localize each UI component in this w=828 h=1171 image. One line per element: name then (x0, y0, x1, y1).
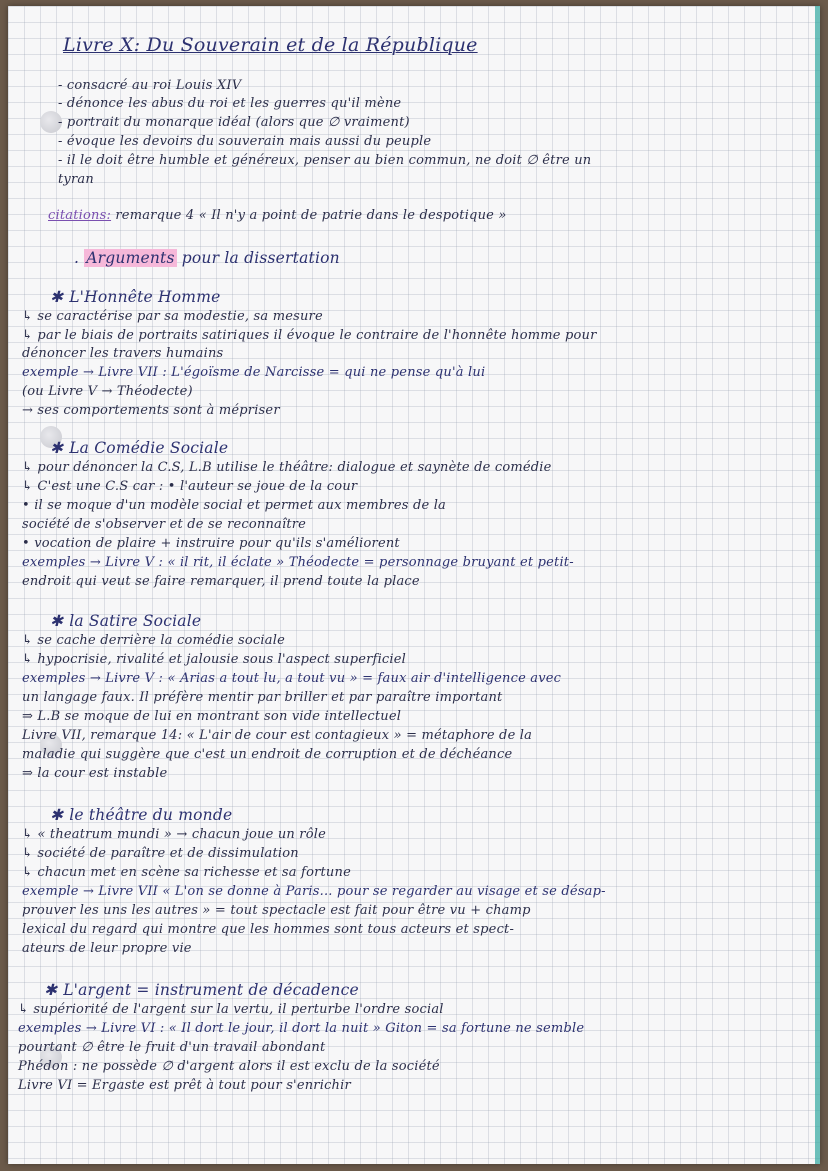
section-line: prouver les uns les autres » = tout spectacle est fait pour être vu + champ (22, 903, 531, 918)
section-line: ↳ C'est une C.S car : • l'auteur se joue de la cour (22, 479, 358, 494)
section-line: ↳ pour dénoncer la C.S, L.B utilise le théâtre: dialogue et saynète de comédie (22, 460, 552, 475)
section-line: exemples → Livre V : « il rit, il éclate » Théodecte = personnage bruyant et petit- (22, 555, 574, 570)
section-line: un langage faux. Il préfère mentir par briller et par paraître important (22, 690, 503, 705)
citations-line (48, 208, 507, 223)
page-edge-strip (815, 6, 820, 1164)
asterisk-icon: ✱ (44, 981, 58, 999)
section-line: exemple → Livre VII : L'égoïsme de Narcisse = qui ne pense qu'à lui (22, 365, 486, 380)
section-line: Phédon : ne possède ∅ d'argent alors il est exclu de la société (18, 1059, 440, 1074)
section-line: ↳ chacun met en scène sa richesse et sa fortune (22, 865, 351, 880)
intro-line: - consacré au roi Louis XIV (58, 78, 242, 93)
section-heading: ✱ le théâtre du monde (50, 806, 233, 824)
section-line: Livre VI = Ergaste est prêt à tout pour s'enrichir (18, 1078, 351, 1093)
citations-label: citations: (48, 208, 112, 223)
section-heading: ✱ L'Honnête Homme (50, 288, 221, 306)
section-line: lexical du regard qui montre que les hommes sont tous acteurs et spect- (22, 922, 515, 937)
arguments-rest: pour la dissertation (181, 249, 340, 267)
asterisk-icon: ✱ (50, 806, 64, 824)
asterisk-icon: ✱ (50, 288, 64, 306)
section-line: exemples → Livre VI : « Il dort le jour, il dort la nuit » Giton = sa fortune ne semble (18, 1021, 585, 1036)
section-line: ↳ se cache derrière la comédie sociale (22, 633, 285, 648)
section-line: ↳ supériorité de l'argent sur la vertu, il perturbe l'ordre social (18, 1002, 444, 1017)
asterisk-icon: ✱ (50, 439, 64, 457)
section-line: pourtant ∅ être le fruit d'un travail abondant (18, 1040, 326, 1055)
section-line: • il se moque d'un modèle social et permet aux membres de la (22, 498, 447, 513)
intro-line: - dénonce les abus du roi et les guerres qu'il mène (58, 96, 402, 111)
section-line: maladie qui suggère que c'est un endroit de corruption et de déchéance (22, 747, 513, 762)
intro-line: tyran (58, 172, 94, 187)
section-heading: ✱ L'argent = instrument de décadence (44, 981, 359, 999)
section-line: (ou Livre V → Théodecte) (22, 384, 193, 399)
arguments-heading (74, 249, 340, 267)
section-line: ⇒ L.B se moque de lui en montrant son vide intellectuel (22, 709, 402, 724)
page-title: Livre X: Du Souverain et de la République (63, 34, 478, 56)
arguments-bullet: . (74, 249, 80, 267)
section-line: dénoncer les travers humains (22, 346, 224, 361)
section-line: Livre VII, remarque 14: « L'air de cour est contagieux » = métaphore de la (22, 728, 533, 743)
section-line: ↳ société de paraître et de dissimulation (22, 846, 299, 861)
section-line: société de s'observer et de se reconnaître (22, 517, 307, 532)
citations-text: remarque 4 « Il n'y a point de patrie dans le despotique » (115, 208, 507, 223)
notebook-page (8, 6, 820, 1164)
intro-line: - portrait du monarque idéal (alors que ∅ vraiment) (58, 115, 410, 130)
section-line: endroit qui veut se faire remarquer, il prend toute la place (22, 574, 420, 589)
section-line: exemples → Livre V : « Arias a tout lu, a tout vu » = faux air d'intelligence avec (22, 671, 562, 686)
arguments-label: Arguments (86, 249, 175, 267)
section-line: ↳ par le biais de portraits satiriques il évoque le contraire de l'honnête homme pour (22, 328, 597, 343)
section-line: ateurs de leur propre vie (22, 941, 192, 956)
section-heading: ✱ la Satire Sociale (50, 612, 202, 630)
section-heading: ✱ La Comédie Sociale (50, 439, 229, 457)
section-line: → ses comportements sont à mépriser (22, 403, 280, 418)
intro-line: - évoque les devoirs du souverain mais aussi du peuple (58, 134, 432, 149)
section-line: ↳ se caractérise par sa modestie, sa mesure (22, 309, 323, 324)
section-line: • vocation de plaire + instruire pour qu'ils s'améliorent (22, 536, 400, 551)
section-line: ↳ « theatrum mundi » → chacun joue un rôle (22, 827, 327, 842)
intro-line: - il le doit être humble et généreux, penser au bien commun, ne doit ∅ être un (58, 153, 592, 168)
section-line: ↳ hypocrisie, rivalité et jalousie sous l'aspect superficiel (22, 652, 407, 667)
section-line: exemple → Livre VII « L'on se donne à Paris... pour se regarder au visage et se désap- (22, 884, 606, 899)
section-line: ⇒ la cour est instable (22, 766, 168, 781)
asterisk-icon: ✱ (50, 612, 64, 630)
